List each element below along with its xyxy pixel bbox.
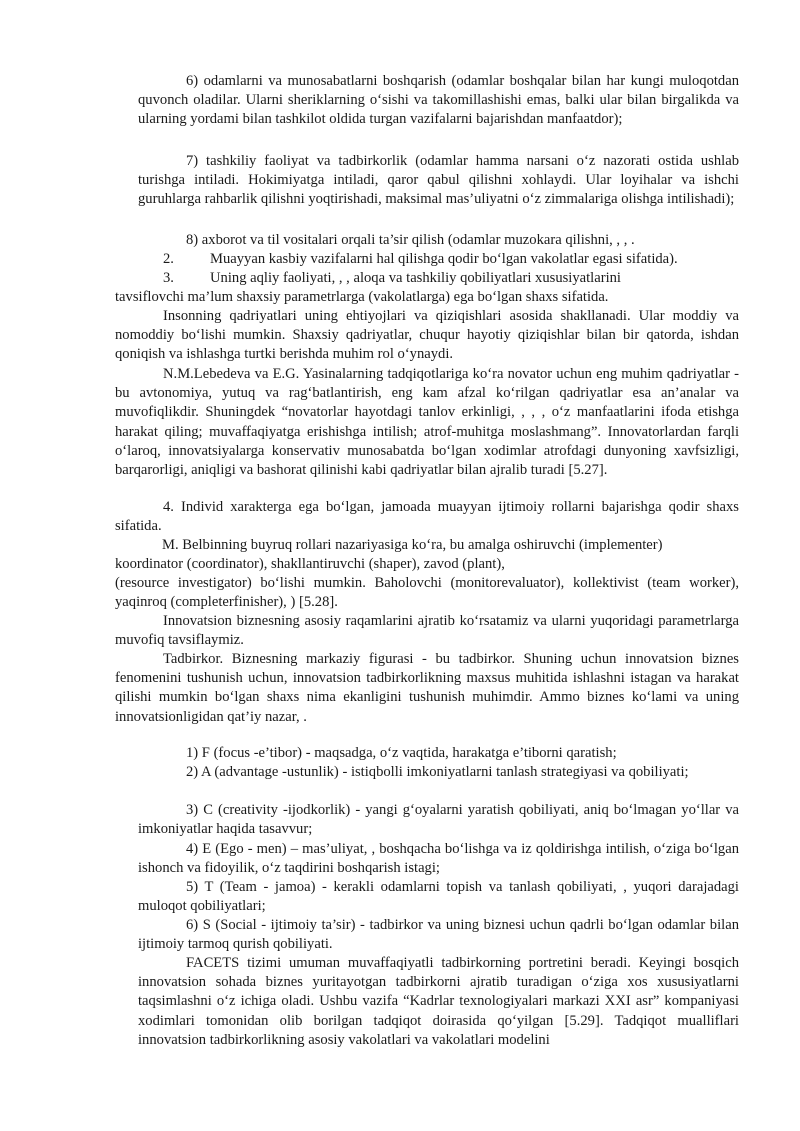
list-item-a-advantage: 2) A (advantage -ustunlik) - istiqbolli imkoniyatlarni tanlash strategiyasi va qobiliyati; — [186, 764, 689, 780]
paragraph-innovative-business: Innovatsion biznesning asosiy raqamlarini ajratib ko‘rsatamiz va ularni yuqoridagi parametrlarga muvofiq tavsiflaymiz. — [115, 613, 739, 649]
list-item-f-focus: 1) F (focus -e’tibor) - maqsadga, o‘z vaqtida, harakatga e’tiborni qaratish; — [186, 745, 617, 761]
list-item-e-ego: 4) E (Ego - men) – mas’uliyat, , boshqacha bo‘lishga va iz qoldirishga intilish, o‘ziga bo‘lgan ishonch va fidoyilik, o‘z taqdirini boshqarish istagi; — [138, 841, 739, 877]
list-item-s-social: 6) S (Social - ijtimoiy ta’sir) - tadbirkor va uning biznesi uchun qadrli bo‘lgan odamlar bilan ijtimoiy tarmoq qurish qobiliyati. — [138, 917, 739, 953]
paragraph-item-7-organizational-activity: 7) tashkiliy faoliyat va tadbirkorlik (odamlar hamma narsani o‘z nazorati ostida ushlab turishga intiladi. Hokimiyatga intiladi, qaror qabul qilishni xohlaydi. Ular loyihalar va ishchi guruhlarga rahbarlik qilishni yoqtirishadi, maksimal mas’uliyatni o‘z zimmalariga olishga intilishadi); — [138, 153, 739, 208]
list-number-3: 3. — [163, 270, 174, 286]
paragraph-item-3-line-1: Uning aqliy faoliyati, , , aloqa va tashkiliy qobiliyatlari xususiyatlarini — [210, 270, 621, 286]
list-number-2: 2. — [163, 251, 174, 267]
paragraph-belbin-line-1: M. Belbinning buyruq rollari nazariyasiga ko‘ra, bu amalga oshiruvchi (implementer) — [162, 537, 663, 553]
paragraph-item-2-competence-holder: Muayyan kasbiy vazifalarni hal qilishga qodir bo‘lgan vakolatlar egasi sifatida). — [210, 251, 678, 267]
paragraph-belbin-line-2: koordinator (coordinator), shakllantiruvchi (shaper), zavod (plant), — [115, 556, 505, 572]
paragraph-facets: FACETS tizimi umuman muvaffaqiyatli tadbirkorning portretini beradi. Keyingi bosqich innovatsion sohada biznes yuritayotgan tadbirkorni ajratib turadigan o‘ziga xos xususiyatlarni taqsimlashni o‘z ichiga oladi. Ushbu vazifa “Kadrlar texnologiyalari markazi XXI asr” kompaniyasi xodimlari tomonidan olib borilgan tadqiqot doirasida qo‘yilgan [5.29]. Tadqiqot mualliflari innovatsion tadbirkorlikning asosiy vakolatlari va vakolatlari modelini — [138, 955, 739, 1048]
paragraph-item-3-line-2: tavsiflovchi ma’lum shaxsiy parametrlarga (vakolatlarga) ega bo‘lgan shaxs sifatida. — [115, 289, 609, 305]
list-item-t-team: 5) T (Team - jamoa) - kerakli odamlarni topish va tanlash qobiliyati, , yuqori darajadagi muloqot qobiliyatlari; — [138, 879, 739, 915]
list-item-c-creativity: 3) C (creativity -ijodkorlik) - yangi g‘oyalarni yaratish qobiliyati, aniq bo‘lmagan yo‘llar va imkoniyatlar haqida tasavvur; — [138, 802, 739, 838]
paragraph-item-6-people-management: 6) odamlarni va munosabatlarni boshqarish (odamlar boshqalar bilan har kungi muloqotdan quvonch oladilar. Ularni sheriklarning o‘sishi va takomillashishi emas, balki ular bilan birgalikda va ularning yordami bilan tashkilot oldida turgan vazifalarni bajarishdan manfaatdor); — [138, 73, 739, 128]
paragraph-item-8-information-influence: 8) axborot va til vositalari orqali ta’sir qilish (odamlar muzokara qilishni, , , . — [186, 232, 635, 248]
paragraph-belbin-line-3: (resource investigator) bo‘lishi mumkin. Baholovchi (monitorevaluator), kollektivist (team worker), yaqinroq (completerfinisher), ) [5.28]. — [115, 575, 739, 611]
paragraph-lebedeva-yasina: N.M.Lebedeva va E.G. Yasinalarning tadqiqotlariga ko‘ra novator uchun eng muhim qadriyatlar - bu avtonomiya, yutuq va rag‘batlantirish, eng kam afzal ko‘rilgan qadriyatlar esa an’analar va muvofiqlikdir. Shuningdek “novatorlar hayotdagi tanlov erkinligi, , , , o‘z manfaatlarini ifoda etishga harakat qiling; muvaffaqiyatga erishishga intilish; atrof-muhitga moslashmang”. Innovatorlardan farqli o‘laroq, innovatsiyalarga konservativ munosabatda bo‘lgan xodimlar atrofdagi dunyoning xavfsizligi, barqarorligi, aniqligi va bashorat qilinishi kabi qadriyatlar bilan ajralib turadi [5.27]. — [115, 366, 739, 479]
paragraph-entrepreneur: Tadbirkor. Biznesning markaziy figurasi - bu tadbirkor. Shuning uchun innovatsion biznes fenomenini tushunish uchun, innovatsion tadbirkorlikning maxsus muhitida ishlashni istagan va harakat qilishi mumkin bo‘lgan shaxs nima ekanligini tushunish muhimdir. Ammo biznes ko‘lami va uning innovatsionligidan qat’iy nazar, . — [115, 651, 739, 725]
paragraph-values: Insonning qadriyatlari uning ehtiyojlari va qiziqishlari asosida shakllanadi. Ular moddiy va nomoddiy bo‘lishi mumkin. Shaxsiy qadriyatlar, chuqur hayotiy qiziqishlar bilan bir qatorda, ishdan qoniqish va ishlashga turtki berishda muhim rol o‘ynaydi. — [115, 308, 739, 363]
paragraph-individual-roles: 4. Individ xarakterga ega bo‘lgan, jamoada muayyan ijtimoiy rollarni bajarishga qodir shaxs sifatida. — [115, 499, 739, 535]
